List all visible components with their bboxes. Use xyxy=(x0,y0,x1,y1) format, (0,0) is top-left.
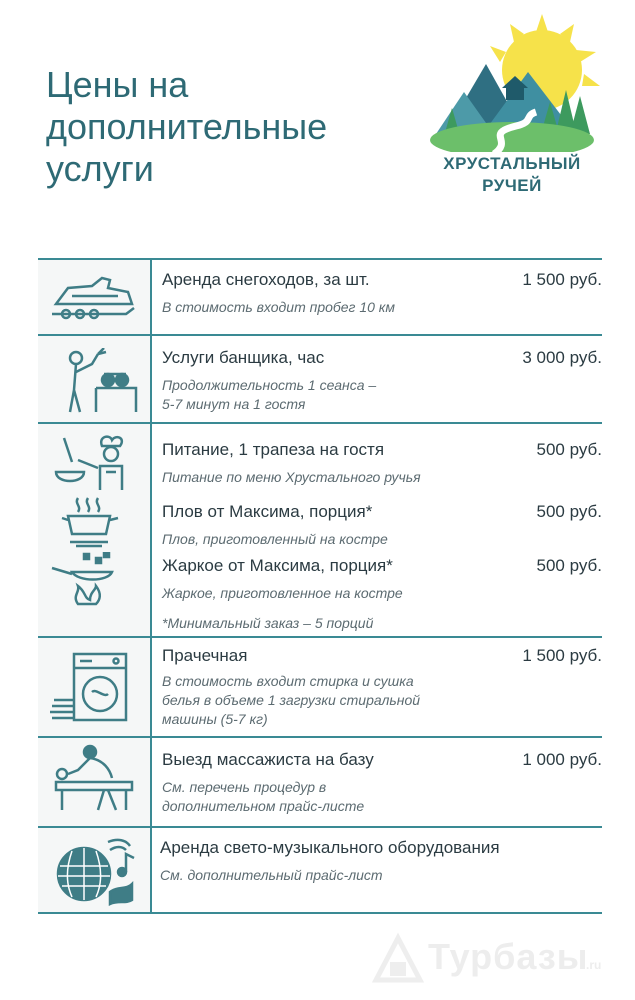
service-price: 3 000 руб. xyxy=(522,348,602,367)
service-note: В стоимость входит стирка и сушка xyxy=(162,673,414,689)
service-name: Выезд массажиста на базу xyxy=(162,750,374,769)
snowmobile-icon xyxy=(48,274,140,324)
service-note: 5-7 минут на 1 гостя xyxy=(162,396,306,412)
service-price: 1 500 руб. xyxy=(522,646,602,665)
logo-text-line-1: ХРУСТАЛЬНЫЙ xyxy=(443,154,581,173)
logo xyxy=(424,12,624,202)
row-divider xyxy=(38,636,602,638)
service-note: Продолжительность 1 сеанса – xyxy=(162,377,377,393)
service-price: 500 руб. xyxy=(536,556,602,575)
service-note: В стоимость входит пробег 10 км xyxy=(162,299,396,315)
service-price: 1 500 руб. xyxy=(522,270,602,289)
service-note: См. дополнительный прайс-лист xyxy=(160,867,383,883)
row-divider xyxy=(38,422,602,424)
service-note: См. перечень процедур в xyxy=(162,779,327,795)
row-divider xyxy=(38,334,602,336)
service-name: Плов от Максима, порция* xyxy=(162,502,373,521)
bath-attendant-icon xyxy=(48,348,140,416)
service-note: дополнительном прайс-листе xyxy=(162,798,365,814)
service-name: Аренда свето-музыкального оборудования xyxy=(160,838,500,857)
service-name: Прачечная xyxy=(162,646,248,665)
row-divider xyxy=(38,912,602,914)
frying-pan-icon xyxy=(48,552,140,608)
logo-text-line-2: РУЧЕЙ xyxy=(482,176,542,195)
page-title-line-1: Цены на xyxy=(46,64,189,105)
row-divider xyxy=(38,736,602,738)
landscape-logo-icon xyxy=(424,12,600,152)
service-note: Жаркое, приготовленное на костре xyxy=(162,585,403,601)
watermark xyxy=(372,930,622,986)
footnote: *Минимальный заказ – 5 порций xyxy=(162,615,374,631)
page-title xyxy=(46,64,426,190)
chef-icon xyxy=(48,432,140,492)
row-divider xyxy=(38,826,602,828)
washing-machine-icon xyxy=(48,652,140,724)
service-name: Питание, 1 трапеза на гостя xyxy=(162,440,385,459)
disco-ball-icon xyxy=(48,834,140,906)
cooking-pot-icon xyxy=(48,494,140,550)
service-name: Аренда снегоходов, за шт. xyxy=(162,270,370,289)
watermark-suffix: .ru xyxy=(586,958,602,972)
service-note: белья в объеме 1 загрузки стиральной xyxy=(162,692,421,708)
price-table xyxy=(38,258,602,914)
page-title-line-3: услуги xyxy=(46,148,154,189)
massage-icon xyxy=(48,744,140,814)
service-name: Жаркое от Максима, порция* xyxy=(162,556,393,575)
house-watermark-icon xyxy=(372,932,424,984)
service-note: Плов, приготовленный на костре xyxy=(162,531,388,547)
service-price: 1 000 руб. xyxy=(522,750,602,769)
service-note: машины (5-7 кг) xyxy=(162,711,268,727)
service-name: Услуги банщика, час xyxy=(162,348,325,367)
service-price: 500 руб. xyxy=(536,502,602,521)
service-price: 500 руб. xyxy=(536,440,602,459)
service-note: Питание по меню Хрустального ручья xyxy=(162,469,421,485)
watermark-text: Турбазы xyxy=(428,936,589,977)
page-title-line-2: дополнительные xyxy=(46,106,328,147)
